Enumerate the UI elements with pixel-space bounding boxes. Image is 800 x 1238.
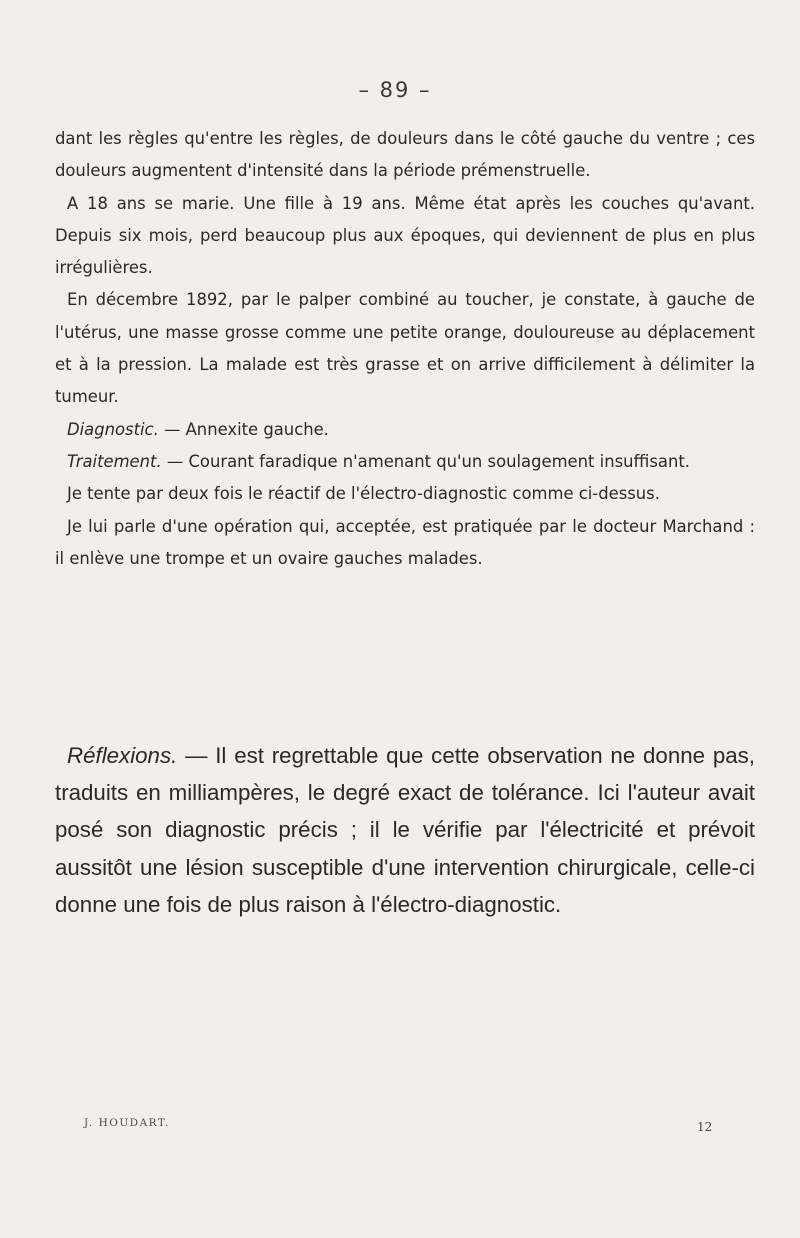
paragraph-operation: [55, 511, 755, 576]
paragraph-text: En décembre 1892, par le palper combiné au toucher, je constate, à gauche de l'utérus, une masse grosse comme une petite orange, douloureuse au déplacement et à la pression. La malade est très grasse et on arrive difficilement à délimiter la tumeur.: [55, 290, 755, 407]
paragraph-text: — Annexite gauche.: [158, 419, 329, 439]
paragraph-examination: [55, 284, 755, 413]
paragraph-text: Je tente par deux fois le réactif de l'électro-diagnostic comme ci-dessus.: [67, 484, 660, 504]
treatment-label: Traitement.: [67, 451, 162, 471]
paragraph-text: Je lui parle d'une opération qui, acceptée, est pratiquée par le docteur Marchand : il enlève une trompe et un ovaire gauches malades.: [55, 516, 755, 568]
reflexions-section: [55, 737, 755, 923]
paragraph-history: [55, 188, 755, 285]
paragraph-text: dant les règles qu'entre les règles, de douleurs dans le côté gauche du ventre ; ces douleurs augmentent d'intensité dans la période prémenstruelle.: [55, 129, 755, 181]
paragraph-diagnostic: [55, 414, 755, 446]
main-text: [55, 123, 755, 575]
paragraph-reflexions: [55, 737, 755, 923]
diagnostic-label: Diagnostic.: [67, 419, 159, 439]
paragraph-electro-test: [55, 478, 755, 510]
footer-author: J. HOUDART.: [84, 1117, 170, 1129]
paragraph-symptoms: [55, 123, 755, 188]
paragraph-treatment: [55, 446, 755, 478]
page-number: – 89 –: [358, 78, 432, 102]
reflexions-label: Réflexions.: [67, 743, 178, 768]
paragraph-text: — Courant faradique n'amenant qu'un soulagement insuffisant.: [161, 451, 690, 471]
paragraph-text: A 18 ans se marie. Une fille à 19 ans. Même état après les couches qu'avant. Depuis six mois, perd beaucoup plus aux époques, qui deviennent de plus en plus irrégulières.: [55, 193, 755, 278]
paragraph-text: — Il est regrettable que cette observation ne donne pas, traduits en milliampères, le degré exact de tolérance. Ici l'auteur avait posé son diagnostic précis ; il le vérifie par l'électricité et prévoit aussitôt une lésion susceptible d'une intervention chirurgicale, celle-ci donne une fois de plus raison à l'électro-diagnostic.: [55, 743, 755, 917]
footer-signature-mark: 12: [697, 1120, 713, 1134]
